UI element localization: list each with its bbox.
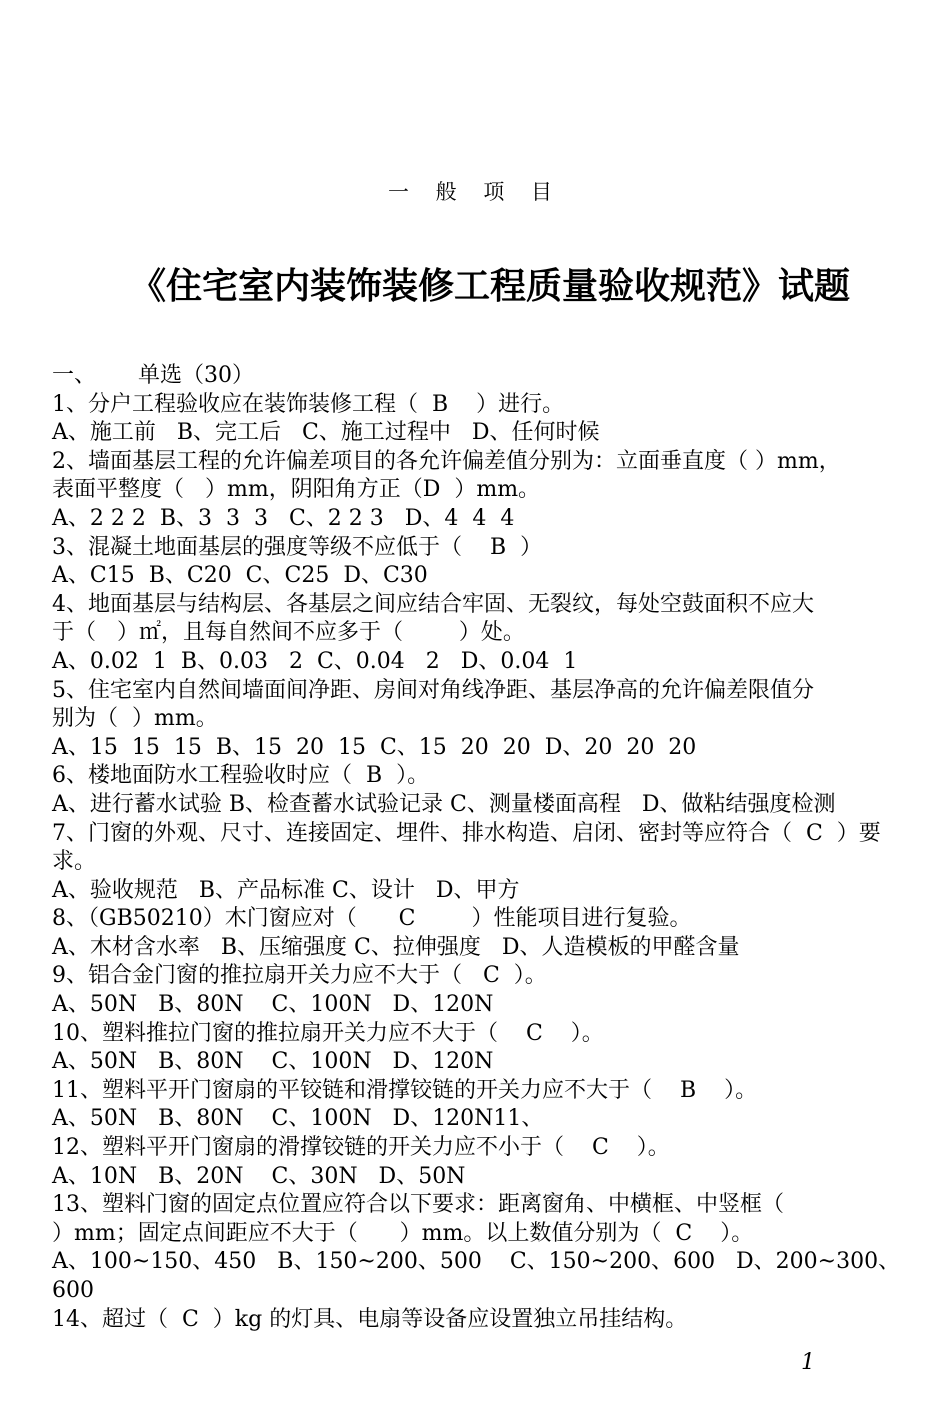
section-header: 一 般 项 目 xyxy=(387,180,563,204)
text-line: A、施工前 B、完工后 C、施工过程中 D、任何时候 xyxy=(52,420,600,446)
text-line: A、木材含水率 B、压缩强度 C、拉伸强度 D、人造模板的甲醛含量 xyxy=(52,934,740,960)
text-line: A、50N B、80N C、100N D、120N11、 xyxy=(52,1106,544,1132)
text-line: 表面平整度（ ）mm，阴阳角方正（D ）mm。 xyxy=(52,477,541,503)
text-line: A、2 2 2 B、3 3 3 C、2 2 3 D、4 4 4 xyxy=(52,505,515,531)
text-line: A、0.02 1 B、0.03 2 C、0.04 2 D、0.04 1 xyxy=(52,648,578,674)
text-line: A、50N B、80N C、100N D、120N xyxy=(52,992,494,1018)
text-line: 14、超过（ C ）kg 的灯具、电扇等设备应设置独立吊挂结构。 xyxy=(52,1306,688,1332)
page-number: 1 xyxy=(801,1350,815,1375)
text-line: A、50N B、80N C、100N D、120N xyxy=(52,1049,494,1075)
document-title: 《住宅室内装饰装修工程质量验收规范》试题 xyxy=(129,266,850,307)
text-line: 别为（ ）mm。 xyxy=(52,706,218,732)
text-line: 7、门窗的外观、尺寸、连接固定、埋件、排水构造、启闭、密封等应符合（ C ）要 xyxy=(52,820,881,846)
text-line: 12、塑料平开门窗扇的滑撑铰链的开关力应不小于（ C ）。 xyxy=(52,1135,670,1161)
text-line: 13、塑料门窗的固定点位置应符合以下要求：距离窗角、中横框、中竖框（ xyxy=(52,1192,784,1218)
text-line: A、C15 B、C20 C、C25 D、C30 xyxy=(52,563,428,589)
text-line: ）mm；固定点间距应不大于（ ）mm。以上数值分别为（ C ）。 xyxy=(52,1220,754,1246)
text-line: 4、地面基层与结构层、各基层之间应结合牢固、无裂纹，每处空鼓面积不应大 xyxy=(52,591,814,617)
text-line: 一、 单选（30） xyxy=(52,363,254,388)
text-line: A、100~150、450 B、150~200、500 C、150~200、600 D、200~300、600 xyxy=(52,1249,901,1303)
text-line: 6、楼地面防水工程验收时应（ B ）。 xyxy=(52,763,430,789)
text-line: 11、塑料平开门窗扇的平铰链和滑撑铰链的开关力应不大于（ B ）。 xyxy=(52,1077,758,1103)
question-body xyxy=(52,362,914,1334)
text-line: 9、铝合金门窗的推拉扇开关力应不大于（ C ）。 xyxy=(52,963,547,989)
text-line: 1、分户工程验收应在装饰装修工程（ B ）进行。 xyxy=(52,391,565,417)
text-line: 2、墙面基层工程的允许偏差项目的各允许偏差值分别为：立面垂直度（ ）mm， xyxy=(52,448,841,474)
text-line: 3、混凝土地面基层的强度等级不应低于（ B ） xyxy=(52,534,543,560)
text-line: A、10N B、20N C、30N D、50N xyxy=(52,1163,466,1189)
text-line: 求。 xyxy=(52,849,97,875)
text-line: 10、塑料推拉门窗的推拉扇开关力应不大于（ C ）。 xyxy=(52,1020,604,1046)
text-line: 于（ ）㎡，且每自然间不应多于（ ）处。 xyxy=(52,620,525,646)
text-line: A、验收规范 B、产品标准 C、设计 D、甲方 xyxy=(52,877,520,903)
text-line: A、15 15 15 B、15 20 15 C、15 20 20 D、20 20 20 xyxy=(52,734,697,760)
text-line: 5、住宅室内自然间墙面间净距、房间对角线净距、基层净高的允许偏差限值分 xyxy=(52,677,814,703)
text-line: 8、（GB50210）木门窗应对（ C ）性能项目进行复验。 xyxy=(52,906,692,932)
text-line: A、进行蓄水试验 B、检查蓄水试验记录 C、测量楼面高程 D、做粘结强度检测 xyxy=(52,791,836,817)
